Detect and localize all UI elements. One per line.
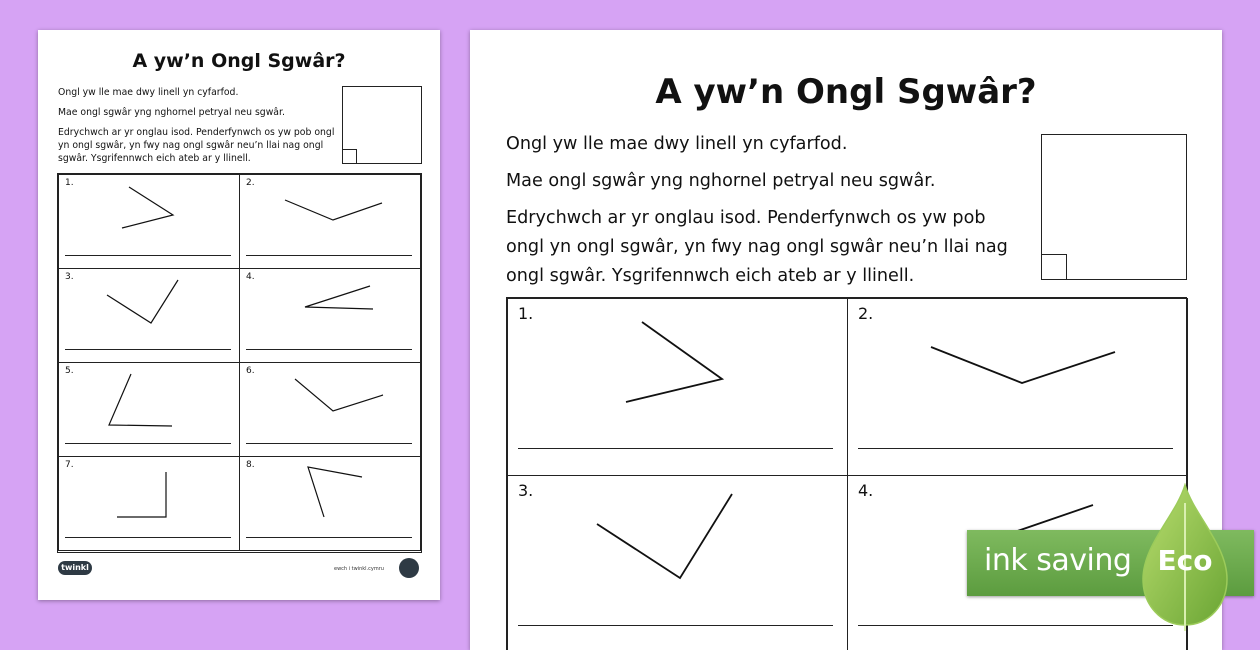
angle-cell-2 bbox=[847, 298, 1188, 476]
intro-line-1: Ongl yw lle mae dwy linell yn cyfarfod. bbox=[58, 87, 239, 98]
angle-grid bbox=[57, 173, 422, 553]
angle-number: 1. bbox=[65, 178, 74, 188]
eco-label: Eco bbox=[1157, 544, 1213, 577]
worksheet-title: A yw’n Ongl Sgwâr? bbox=[655, 72, 1037, 112]
eco-drop-icon bbox=[1139, 483, 1231, 633]
angle-number: 5. bbox=[65, 366, 74, 376]
answer-line[interactable] bbox=[858, 625, 1173, 626]
ink-saving-label: ink saving bbox=[984, 543, 1132, 578]
answer-line[interactable] bbox=[65, 255, 231, 256]
answer-line[interactable] bbox=[65, 349, 231, 350]
right-angle-marker bbox=[1042, 254, 1067, 279]
worksheet-title: A yw’n Ongl Sgwâr? bbox=[132, 50, 346, 72]
angle-cell-4 bbox=[239, 268, 421, 363]
angle-cell-6 bbox=[239, 362, 421, 457]
angle-cell-1 bbox=[58, 174, 240, 269]
intro-line-2: Mae ongl sgwâr yng nghornel petryal neu sgwâr. bbox=[58, 107, 285, 118]
right-angle-marker bbox=[343, 149, 357, 163]
answer-line[interactable] bbox=[246, 349, 412, 350]
angle-cell-2 bbox=[239, 174, 421, 269]
angle-number: 2. bbox=[246, 178, 255, 188]
answer-line[interactable] bbox=[246, 443, 412, 444]
answer-line[interactable] bbox=[246, 255, 412, 256]
angle-number: 7. bbox=[65, 460, 74, 470]
intro-line-1: Ongl yw lle mae dwy linell yn cyfarfod. bbox=[506, 134, 848, 154]
right-angle-square bbox=[342, 86, 422, 164]
angle-drawing-2 bbox=[848, 299, 1189, 477]
answer-line[interactable] bbox=[246, 537, 412, 538]
intro-line-3: Edrychwch ar yr onglau isod. Penderfynwch os yw pob ongl yn ongl sgwâr, yn fwy nag ongl sgwâr neu’n llai nag ongl sgwâr. Ysgrifennwch eich ateb ar y llinell. bbox=[58, 127, 335, 164]
answer-line[interactable] bbox=[65, 443, 231, 444]
answer-line[interactable] bbox=[65, 537, 231, 538]
angle-cell-5 bbox=[58, 362, 240, 457]
quality-stamp-icon bbox=[399, 558, 419, 578]
intro-line-3: Edrychwch ar yr onglau isod. Penderfynwch os yw pob ongl yn ongl sgwâr, yn fwy nag ongl sgwâr neu’n llai nag ongl sgwâr. Ysgrifennwch eich ateb ar y llinell. bbox=[506, 208, 1008, 286]
angle-number: 4. bbox=[858, 481, 874, 500]
twinkl-logo: twinkl bbox=[58, 561, 92, 575]
worksheet-thumbnail bbox=[38, 30, 440, 600]
angle-cell-8 bbox=[239, 456, 421, 551]
angle-cell-3 bbox=[58, 268, 240, 363]
angle-number: 6. bbox=[246, 366, 255, 376]
angle-cell-1 bbox=[507, 298, 848, 476]
angle-number: 2. bbox=[858, 304, 874, 323]
footer-url: ewch i twinkl.cymru bbox=[334, 566, 384, 572]
angle-number: 4. bbox=[246, 272, 255, 282]
right-angle-square bbox=[1041, 134, 1187, 280]
angle-number: 3. bbox=[518, 481, 534, 500]
angle-number: 3. bbox=[65, 272, 74, 282]
intro-line-2: Mae ongl sgwâr yng nghornel petryal neu sgwâr. bbox=[506, 171, 936, 191]
angle-number: 1. bbox=[518, 304, 534, 323]
angle-grid bbox=[506, 297, 1187, 650]
answer-line[interactable] bbox=[518, 448, 833, 449]
angle-drawing-1 bbox=[508, 299, 849, 477]
answer-line[interactable] bbox=[518, 625, 833, 626]
angle-number: 8. bbox=[246, 460, 255, 470]
angle-cell-7 bbox=[58, 456, 240, 551]
answer-line[interactable] bbox=[858, 448, 1173, 449]
angle-cell-3 bbox=[507, 475, 848, 650]
angle-drawing-3 bbox=[508, 476, 849, 650]
